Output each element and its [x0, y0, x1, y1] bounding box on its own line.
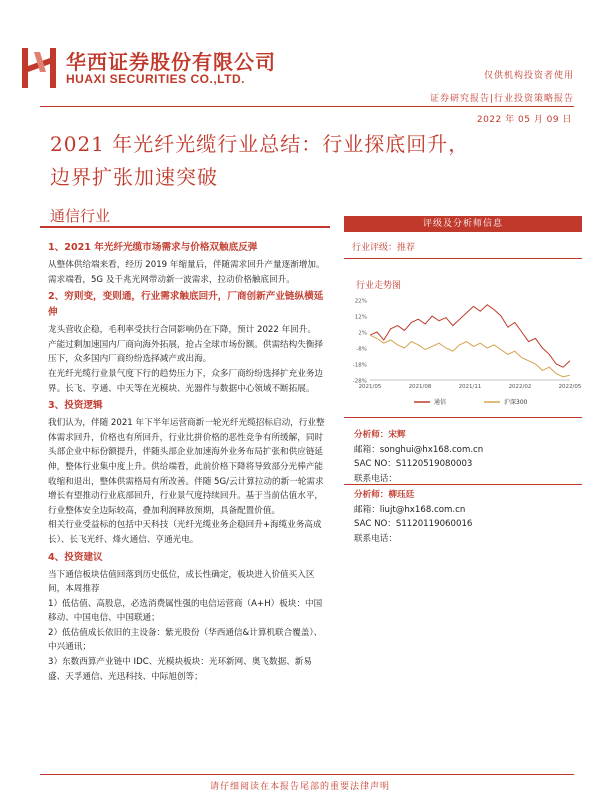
rating-label: 行业评级：	[352, 243, 398, 253]
x-tick-label: 2022/05	[558, 384, 582, 390]
section-body: 从整体供给端来看，经历 2019 年缩量后，伴随需求回升产量逐渐增加。需求端看，5G 及千兆光网带动新一波需求，拉动价格触底回升。	[48, 260, 325, 285]
section-body: 2）低估值成长依旧的主设备：紫光股份（华西通信&计算机联合覆盖）、中兴通讯；	[48, 627, 323, 653]
summary-column	[48, 238, 328, 684]
analyst-sac: SAC NO：S1120119060016	[354, 519, 473, 529]
header-divider	[40, 106, 574, 107]
section-body: 1）低估值、高股息，必选消费属性强的电信运营商（A+H）板块：中国移动、中国电信、中国联通；	[48, 598, 323, 624]
x-tick-label: 2021/08	[408, 384, 432, 390]
footer-divider	[40, 774, 574, 775]
report-type: 证券研究报告|行业投资策略报告	[429, 94, 574, 104]
section-body: 产能过剩加速国内厂商向海外拓展，抢占全球市场份额。供需结构失衡择压下，众多国内厂商纷纷选择减产或出海。	[48, 339, 324, 365]
section-body: 在光纤光缆行业景气度下行的趋势压力下，众多厂商纷纷选择扩充业务边界。长飞、亨通、中天等在光模块、光器件与数据中心领域不断拓展。	[48, 368, 324, 394]
y-tick-label: -28%	[352, 378, 367, 385]
analyst-email[interactable]: 邮箱：songhui@hx168.com.cn	[354, 444, 484, 455]
report-title-line2: 边界扩张加速突破	[50, 165, 218, 189]
x-tick-label: 2021/05	[358, 384, 382, 390]
section-body: 龙头营收企稳，毛利率受扶行合同影响仍在下降，预计 2022 年回升。	[48, 325, 316, 336]
section-heading-3: 3、投资逻辑	[48, 400, 103, 412]
section-heading-4: 4、投资建议	[48, 551, 103, 563]
analyst-phone: 联系电话：	[354, 533, 397, 544]
sector-divider	[40, 226, 330, 228]
rating-divider	[344, 258, 582, 259]
report-date: 2022 年 05 月 09 日	[476, 115, 572, 125]
y-tick-label: 2%	[358, 330, 367, 337]
section-body: 我们认为，伴随 2021 年下半年运营商新一轮光纤光缆招标启动，行业整体需求回升，价格也有所回升，行业比拼价格的恶性竞争有所缓解，同时头部企业中标份额提升，伴随头部企业加速海外业务布局扩张和供应链延伸，整体行业集中度上升。供给端看，此前价格下降将导致部分光棒产能收缩和退出，整体供需格局有所改善。伴随 5G/云计算拉动的新一轮需求增长有望推动行业底部回升，行业景气度持续回升。基于当前估值水平，行业整体安全边际较高，叠加利润释放预期，具备配置价值。	[48, 418, 325, 516]
rating-band: 评级及分析师信息	[344, 216, 582, 232]
x-tick-label: 2022/02	[508, 384, 532, 390]
section-body: 3）东数西算产业链中 IDC、光模块板块：光环新网、奥飞数据、新易盛、天孚通信、光迅科技、中际旭创等；	[48, 657, 312, 682]
legal-notice: 请仔细阅读在本报告尾部的重要法律声明	[209, 782, 390, 792]
legend-label: 沪深300	[504, 399, 528, 406]
report-title	[50, 128, 580, 194]
y-tick-label: 12%	[354, 314, 367, 321]
analyst-name: 分析师：宋辉	[354, 430, 406, 440]
chart-divider	[344, 417, 582, 418]
y-tick-label: 22%	[354, 298, 367, 305]
report-title-line1: 2021 年光纤光缆行业总结：行业探底回升，	[50, 132, 470, 156]
y-tick-label: -8%	[356, 346, 367, 353]
analyst-card-1	[354, 428, 584, 486]
legend-label: 通信	[434, 399, 447, 406]
series-line-hs300	[370, 335, 570, 377]
analyst-name: 分析师：柳珏廷	[354, 490, 415, 500]
analyst-divider	[344, 484, 582, 485]
industry-rating	[352, 240, 415, 253]
sector-label: 通信行业	[50, 207, 111, 225]
series-line-telecom	[370, 305, 570, 367]
trend-chart-title: 行业走势图	[356, 281, 402, 291]
analyst-phone: 联系电话：	[354, 473, 397, 484]
section-body: 当下通信板块估值回落到历史低位，成长性确定，板块进入价值买入区间，本周推荐	[48, 569, 315, 595]
trend-chart	[344, 292, 582, 412]
company-name-cn: 华西证券股份有限公司	[66, 50, 276, 74]
company-name-en: HUAXI SECURITIES CO.,LTD.	[66, 72, 245, 86]
rating-value: 推荐	[397, 243, 416, 253]
audience-note: 仅供机构投资者使用	[483, 71, 574, 81]
section-body: 相关行业受益标的包括中天科技（光纤光缆业务企稳回升+海缆业务高成长）、长飞光纤、烽火通信、亨通光电。	[48, 520, 322, 545]
huaxi-logo-icon	[22, 48, 56, 88]
analyst-card-2	[354, 488, 584, 546]
analyst-email[interactable]: 邮箱：liujt@hx168.com.cn	[354, 504, 466, 515]
analyst-sac: SAC NO：S1120519080003	[354, 459, 473, 469]
section-heading-2: 2、穷则变，变则通，行业需求触底回升，厂商创新产业链纵横延伸	[48, 291, 324, 319]
y-tick-label: -18%	[352, 362, 367, 369]
section-heading-1: 1、2021 年光纤光缆市场需求与价格双触底反弹	[48, 242, 258, 253]
x-tick-label: 2021/11	[458, 384, 482, 390]
